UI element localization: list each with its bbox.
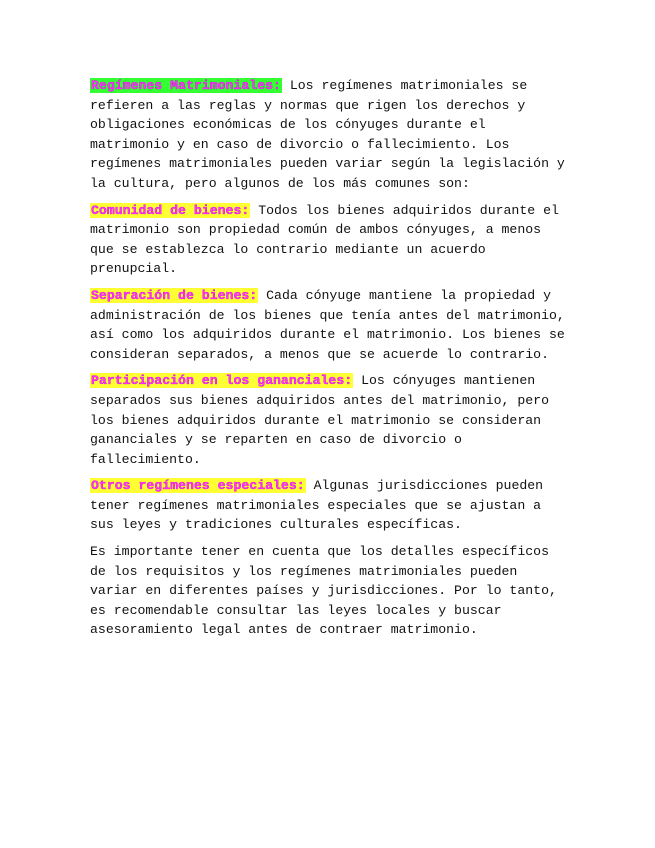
paragraph-separacion-de-bienes	[90, 286, 570, 364]
heading-otros-regimenes: Otros regímenes especiales:	[91, 478, 305, 494]
paragraph-participacion-gananciales	[90, 371, 570, 469]
paragraph-text: Cada cónyuge mantiene la propiedad y administración de los bienes que tenía antes del matrimonio, así como los adquiridos durante el matrimonio. Los bienes se consideran separados, a menos que se acuerde lo contrario.	[90, 287, 565, 362]
paragraph-regimenes-matrimoniales	[90, 76, 570, 194]
paragraph-text: Es importante tener en cuenta que los detalles específicos de los requisitos y los regímenes matrimoniales pueden variar en diferentes países y jurisdicciones. Por lo tanto, es recomendable consultar las leyes locales y buscar asesoramiento legal antes de contraer matrimonio.	[90, 544, 557, 638]
document-body	[90, 76, 570, 647]
paragraph-text: Los regímenes matrimoniales se refieren a las reglas y normas que rigen los derechos y obligaciones económicas de los cónyuges durante el matrimonio y en caso de divorcio o fallecimiento. Los regímenes matrimoniales pueden variar según la legislación y la cultura, pero algunos de los más comunes son:	[90, 78, 565, 191]
paragraph-text: Los cónyuges mantienen separados sus bienes adquiridos antes del matrimonio, pero los bienes adquiridos durante el matrimonio se consideran gananciales y se reparten en caso de divorcio o fallecimiento.	[90, 373, 549, 467]
paragraph-conclusion	[90, 542, 570, 640]
paragraph-text: Todos los bienes adquiridos durante el matrimonio son propiedad común de ambos cónyuges, a menos que se establezca lo contrario mediante un acuerdo prenupcial.	[90, 202, 559, 277]
paragraph-otros-regimenes	[90, 476, 570, 535]
heading-participacion-gananciales: Participación en los gananciales:	[91, 373, 353, 389]
paragraph-comunidad-de-bienes	[90, 201, 570, 279]
paragraph-text: Algunas jurisdicciones pueden tener regímenes matrimoniales especiales que se ajustan a sus leyes y tradiciones culturales específicas.	[90, 478, 544, 533]
heading-comunidad-de-bienes: Comunidad de bienes:	[91, 202, 250, 218]
heading-regimenes-matrimoniales: Regímenes Matrimoniales:	[91, 78, 281, 93]
heading-separacion-de-bienes: Separación de bienes:	[91, 287, 258, 303]
